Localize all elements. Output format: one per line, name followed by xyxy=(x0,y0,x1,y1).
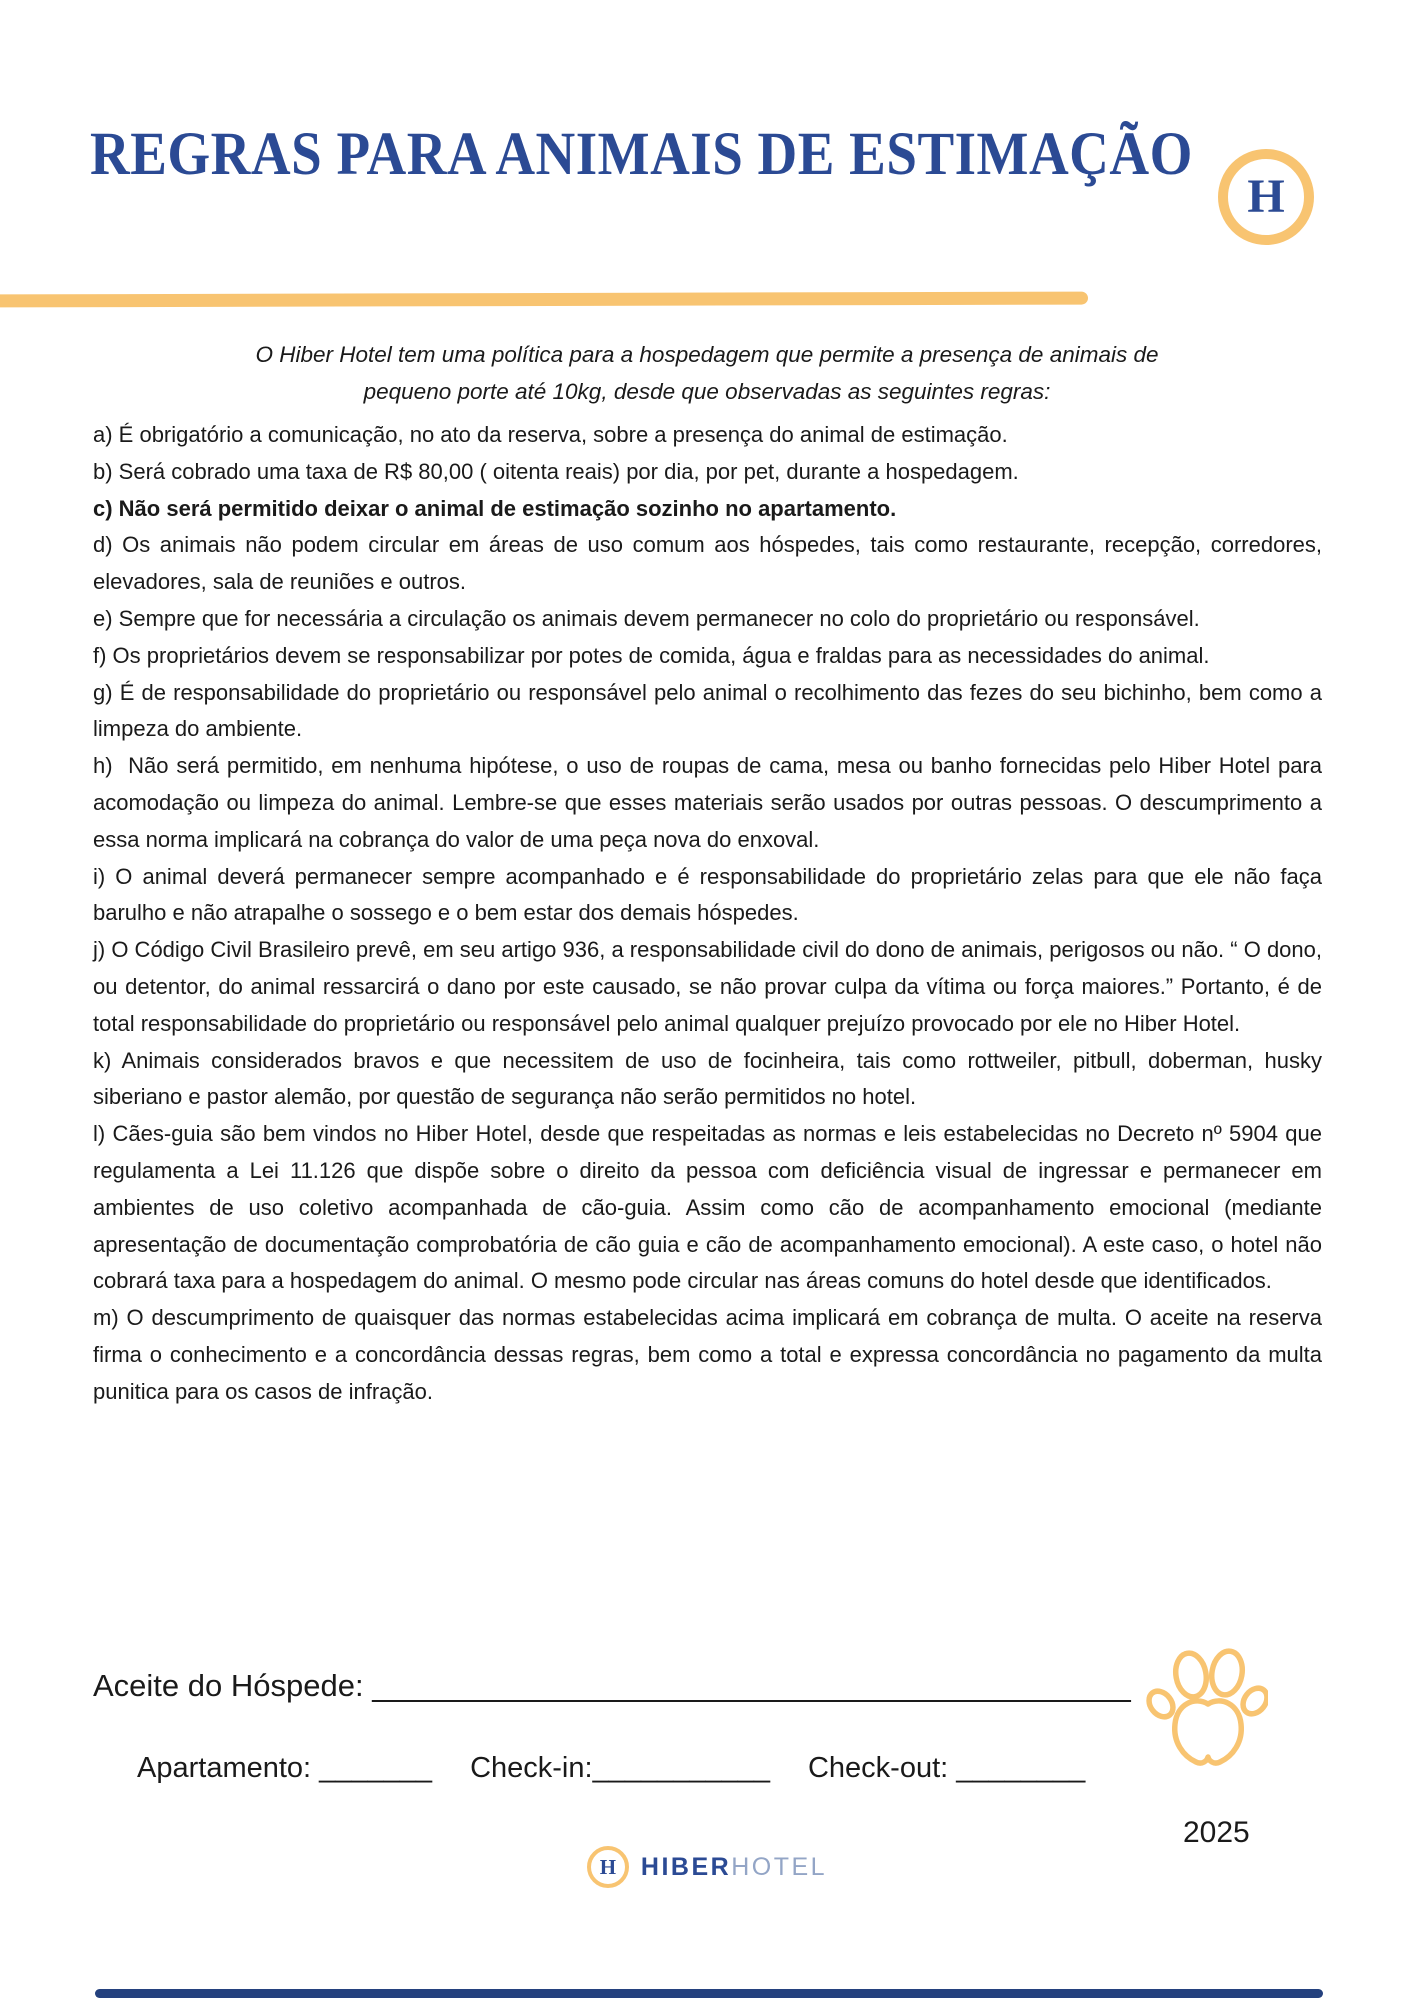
field-apartamento xyxy=(137,1752,432,1785)
hotel-logo-icon xyxy=(1218,149,1314,245)
footer-brand-hiber: HIBER xyxy=(640,1852,732,1881)
rule-f: f) Os proprietários devem se responsabilizar por potes de comida, água e fraldas para as necessidades do animal. xyxy=(93,642,1210,668)
intro-line-2: pequeno porte até 10kg, desde que observadas as seguintes regras: xyxy=(363,379,1051,404)
footer-logo-letter: H xyxy=(599,1854,617,1879)
field-check-in-label: Check-in: xyxy=(470,1752,593,1784)
field-check-out-label: Check-out: xyxy=(807,1752,957,1784)
field-check-out xyxy=(808,1752,1085,1785)
field-check-out-line: ________ xyxy=(956,1752,1086,1784)
rule-c: c) Não será permitido deixar o animal de estimação sozinho no apartamento. xyxy=(93,495,897,521)
footer-logo xyxy=(0,1846,1414,1888)
year-label: 2025 xyxy=(1183,1816,1250,1849)
footer-logo-circle-icon xyxy=(587,1846,629,1888)
page-title: REGRAS PARA ANIMAIS DE ESTIMAÇÃO xyxy=(90,119,1193,188)
rule-a: a) É obrigatório a comunicação, no ato da reserva, sobre a presença do animal de estimação. xyxy=(93,422,1008,447)
bottom-divider-bar xyxy=(95,1989,1323,1998)
rule-l: l) Cães-guia são bem vindos no Hiber Hotel, desde que respeitadas as normas e leis estabelecidas no Decreto nº 5904 que regulamenta a Lei 11.126 que dispõe sobre o direito da pessoa com deficiência visual de ingressar e permanecer em ambientes de uso coletivo acompanhada de cão-guia. Assim como cão de acompanhamento emocional (mediante apresentação de documentação comprobatória de cão guia e cão de acompanhamento emocional). A este caso, o hotel não cobrará taxa para a hospedagem do animal. O mesmo pode circular nas áreas comuns do hotel desde que identificados. xyxy=(93,1121,1322,1294)
guest-acceptance-row xyxy=(93,1668,1131,1704)
paw-icon xyxy=(1146,1642,1268,1780)
rule-d: d) Os animais não podem circular em áreas de uso comum aos hóspedes, tais como restaurante, recepção, corredores, elevadores, sala de reuniões e outros. xyxy=(93,532,1322,595)
rule-h: h) Não será permitido, em nenhuma hipótese, o uso de roupas de cama, mesa ou banho fornecidas pelo Hiber Hotel para acomodação ou limpeza do animal. Lembre-se que esses materiais serão usados por outras pessoas. O descumprimento a essa norma implicará na cobrança do valor de uma peça nova do enxoval. xyxy=(93,753,1322,852)
rule-g: g) É de responsabilidade do proprietário ou responsável pelo animal o recolhimento das fezes do seu bichinho, bem como a limpeza do ambiente. xyxy=(93,679,1322,742)
rule-j: j) O Código Civil Brasileiro prevê, em seu artigo 936, a responsabilidade civil do dono de animais, perigosos ou não. “ O dono, ou detentor, do animal ressarcirá o dano por este causado, se não provar culpa da vítima ou força maiores.” Portanto, é de total responsabilidade do proprietário ou responsável pelo animal qualquer prejuízo provocado por ele no Hiber Hotel. xyxy=(93,937,1323,1036)
rule-b: b) Será cobrado uma taxa de R$ 80,00 ( oitenta reais) por dia, por pet, durante a hospedagem. xyxy=(93,458,1019,484)
guest-acceptance-label: Aceite do Hóspede: xyxy=(93,1668,373,1703)
rule-k: k) Animais considerados bravos e que necessitem de uso de focinheira, tais como rottweiler, pitbull, doberman, husky siberiano e pastor alemão, por questão de segurança não serão permitidos no hotel. xyxy=(93,1047,1322,1110)
rule-m: m) O descumprimento de quaisquer das normas estabelecidas acima implicará em cobrança de multa. O aceite na reserva firma o conhecimento e a concordância dessas regras, bem como a total e expressa concordância no pagamento da multa punitica para os casos de infração. xyxy=(93,1305,1322,1404)
footer-brand-hotel: HOTEL xyxy=(731,1852,828,1881)
intro-line-1: O Hiber Hotel tem uma política para a hospedagem que permite a presença de animais de xyxy=(255,342,1159,367)
rule-e: e) Sempre que for necessária a circulação os animais devem permanecer no colo do proprietário ou responsável. xyxy=(93,605,1200,631)
field-apartamento-label: Apartamento: xyxy=(137,1752,320,1784)
footer-brand-text xyxy=(641,1853,827,1882)
intro-paragraph xyxy=(167,336,1247,410)
field-apartamento-line: _______ xyxy=(319,1752,433,1784)
guest-signature-line: ____________________________________________ xyxy=(372,1668,1131,1703)
field-check-in-line: ___________ xyxy=(592,1752,770,1784)
stay-fields-row xyxy=(137,1752,1085,1785)
rules-list xyxy=(93,417,1322,1411)
top-divider-bar xyxy=(0,292,1088,308)
rule-i: i) O animal deverá permanecer sempre acompanhado e é responsabilidade do proprietário zelas para que ele não faça barulho e não atrapalhe o sossego e o bem estar dos demais hóspedes. xyxy=(93,863,1322,926)
logo-letter: H xyxy=(1247,170,1285,223)
field-check-in xyxy=(470,1752,770,1785)
